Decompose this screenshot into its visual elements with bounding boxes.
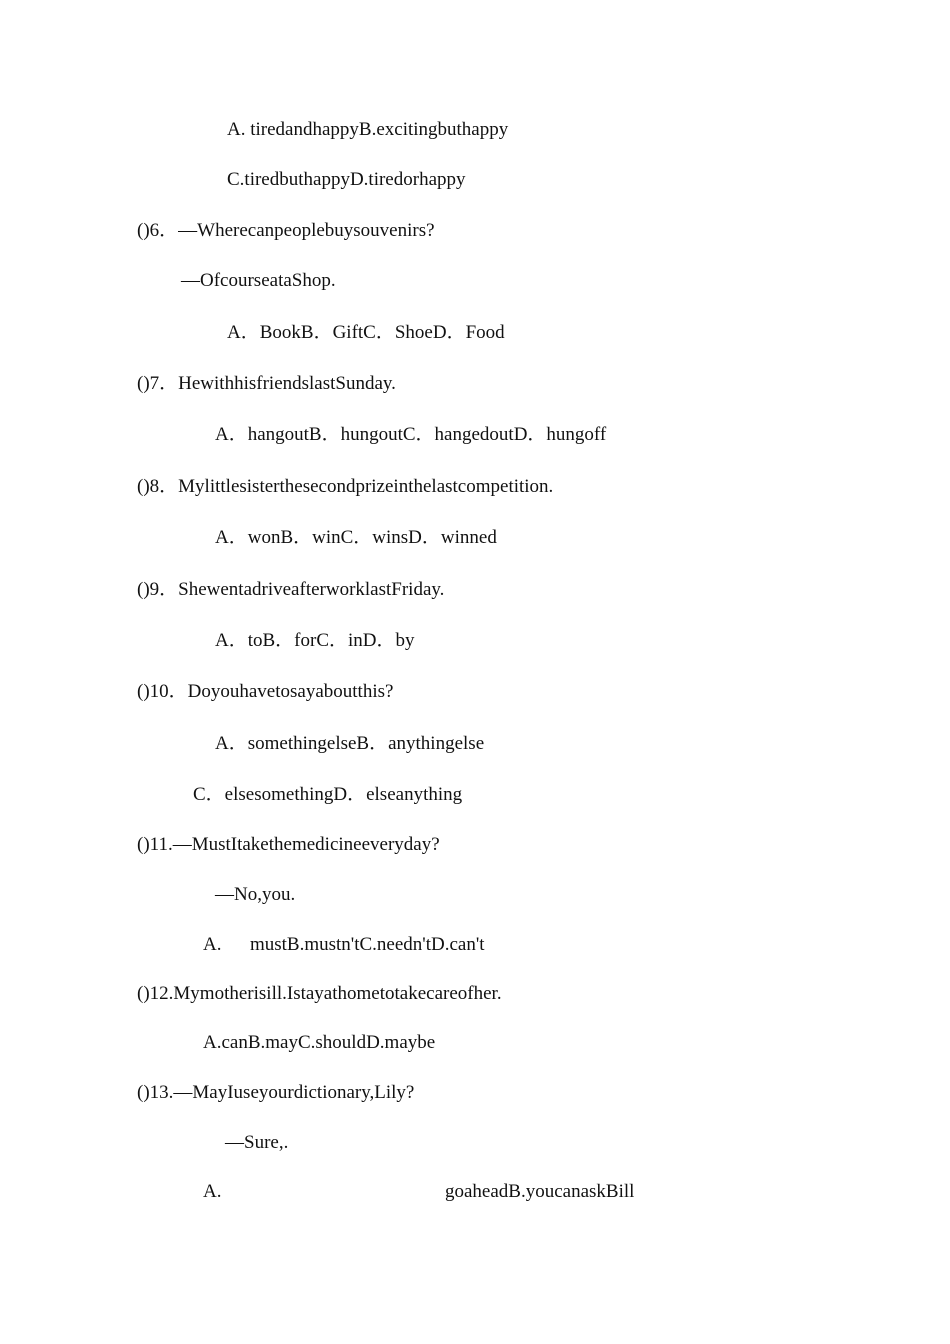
q10-options-cd: C．elsesomethingD．elseanything <box>193 784 463 805</box>
q13-answer-line: —Sure,. <box>225 1132 289 1153</box>
q6-question: ()6．—Wherecanpeoplebuysouvenirs? <box>137 220 435 241</box>
q5-options-cd: C.tiredbuthappyD.tiredorhappy <box>227 169 466 190</box>
q6-answer-line: —OfcourseataShop. <box>181 270 336 291</box>
q9-options: A．toB．forC．inD．by <box>215 630 415 651</box>
q12-options: A.canB.mayC.shouldD.maybe <box>203 1032 436 1053</box>
q12-question: ()12.Mymotherisill.Istayathometotakecareofher. <box>137 983 502 1004</box>
q10-question: ()10．Doyouhavetosayaboutthis? <box>137 681 394 702</box>
q13-question: ()13.—MayIuseyourdictionary,Lily? <box>137 1082 415 1103</box>
q8-options: A．wonB．winC．winsD．winned <box>215 527 497 548</box>
q7-question: ()7．HewithhisfriendslastSunday. <box>137 373 396 394</box>
q11-options: A. mustB.mustn'tC.needn'tD.can't <box>203 934 485 955</box>
q5-options-ab: A. tiredandhappyB.excitingbuthappy <box>227 119 509 140</box>
q9-question: ()9．ShewentadriveafterworklastFriday. <box>137 579 445 600</box>
q11-question: ()11.—MustItakethemedicineeveryday? <box>137 834 440 855</box>
q10-options-ab: A．somethingelseB．anythingelse <box>215 733 485 754</box>
q7-options: A．hangoutB．hungoutC．hangedoutD．hungoff <box>215 424 607 445</box>
q6-options: A．BookB．GiftC．ShoeD．Food <box>227 322 505 343</box>
q8-question: ()8．Mylittlesisterthesecondprizeinthelastcompetition. <box>137 476 554 497</box>
q13-options: goaheadB.youcanaskBill <box>445 1181 635 1202</box>
q11-answer-line: —No,you. <box>215 884 296 905</box>
q13-option-a-label: A. <box>203 1181 222 1202</box>
